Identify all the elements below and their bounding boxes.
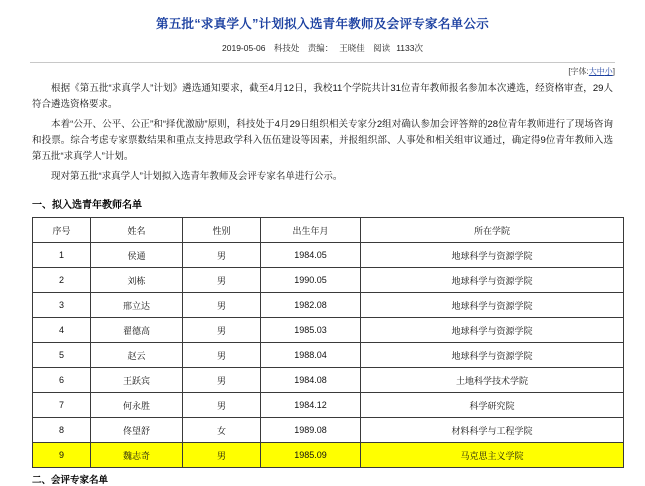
department: 科技处 — [273, 43, 300, 53]
cell-college: 地球科学与资源学院 — [361, 268, 624, 293]
cell-name: 邢立达 — [91, 293, 183, 318]
table-row — [33, 368, 624, 393]
cell-birth: 1985.09 — [261, 443, 361, 468]
trailing-heading: 二、会评专家名单 — [32, 475, 109, 486]
cell-no: 1 — [33, 243, 91, 268]
cell-college: 地球科学与资源学院 — [361, 243, 624, 268]
cell-name: 侯通 — [91, 243, 183, 268]
cell-sex: 男 — [183, 443, 261, 468]
cell-name: 魏志奇 — [91, 443, 183, 468]
table-row — [33, 268, 624, 293]
article-meta — [26, 34, 619, 56]
cell-no: 8 — [33, 418, 91, 443]
table-row — [33, 243, 624, 268]
cell-name: 翟德高 — [91, 318, 183, 343]
cell-college: 地球科学与资源学院 — [361, 293, 624, 318]
font-size-control — [26, 63, 619, 77]
cell-name: 何永胜 — [91, 393, 183, 418]
cell-sex: 男 — [183, 393, 261, 418]
table-row — [33, 293, 624, 318]
cell-name: 刘栋 — [91, 268, 183, 293]
cell-college: 地球科学与资源学院 — [361, 318, 624, 343]
table-row — [33, 318, 624, 343]
cell-college: 地球科学与资源学院 — [361, 343, 624, 368]
font-size-label: [字体: — [568, 67, 589, 76]
column-header-sex: 性别 — [183, 218, 261, 243]
cell-sex: 男 — [183, 268, 261, 293]
cell-birth: 1988.04 — [261, 343, 361, 368]
cell-name: 赵云 — [91, 343, 183, 368]
column-header-no: 序号 — [33, 218, 91, 243]
cell-sex: 男 — [183, 368, 261, 393]
table-row — [33, 343, 624, 368]
cell-no: 4 — [33, 318, 91, 343]
cell-no: 2 — [33, 268, 91, 293]
font-size-large[interactable]: 大 — [588, 67, 597, 76]
cell-birth: 1984.08 — [261, 368, 361, 393]
cell-sex: 男 — [183, 343, 261, 368]
cell-sex: 男 — [183, 318, 261, 343]
views-count: 1133次 — [396, 43, 423, 53]
column-header-college: 所在学院 — [361, 218, 624, 243]
cell-name: 王跃宾 — [91, 368, 183, 393]
publish-date: 2019-05-06 — [222, 43, 266, 53]
table-row — [33, 418, 624, 443]
cell-college: 马克思主义学院 — [361, 443, 624, 468]
cell-birth: 1982.08 — [261, 293, 361, 318]
font-size-close-bracket: ] — [612, 67, 615, 76]
table-body — [33, 243, 624, 468]
views-label: 阅读 — [373, 43, 391, 53]
font-size-medium[interactable]: 中 — [596, 67, 605, 76]
cell-birth: 1984.05 — [261, 243, 361, 268]
table-header-row — [33, 218, 624, 243]
font-size-small[interactable]: 小 — [604, 67, 613, 76]
cell-college: 土地科学技术学院 — [361, 368, 624, 393]
paragraph-3: 现对第五批“求真学人”计划拟入选青年教师及会评专家名单进行公示。 — [51, 171, 343, 182]
cell-birth: 1985.03 — [261, 318, 361, 343]
cell-sex: 男 — [183, 243, 261, 268]
cell-sex: 男 — [183, 293, 261, 318]
teacher-roster-table — [32, 217, 624, 468]
cell-birth: 1989.08 — [261, 418, 361, 443]
author-label: 责编： — [307, 43, 334, 53]
paragraph-1: 根据《第五批“求真学人”计划》遴选通知要求，截至4月12日，我校11个学院共计31位青年教师报名参加本次遴选，经资格审查，29人符合遴选资格要求。 — [32, 83, 613, 110]
cell-no: 7 — [33, 393, 91, 418]
cell-college: 科学研究院 — [361, 393, 624, 418]
cell-no: 3 — [33, 293, 91, 318]
cell-no: 9 — [33, 443, 91, 468]
cell-birth: 1984.12 — [261, 393, 361, 418]
cell-birth: 1990.05 — [261, 268, 361, 293]
cell-no: 5 — [33, 343, 91, 368]
cell-college: 材料科学与工程学院 — [361, 418, 624, 443]
column-header-name: 姓名 — [91, 218, 183, 243]
author-name: 王晓佳 — [339, 43, 365, 53]
cell-no: 6 — [33, 368, 91, 393]
cell-sex: 女 — [183, 418, 261, 443]
table-row — [33, 393, 624, 418]
section-heading: 一、拟入选青年教师名单 — [32, 200, 142, 211]
paragraph-2: 本着“公开、公平、公正”和“择优激励”原则，科技处于4月29日组织相关专家分2组对确认参加会评答辩的28位青年教师进行了现场咨询和投票。综合考虑专家票数结果和重点支持思政学科入伍伍建设等因素，并报组织部、人事处和相关组审议通过，确定得9位青年教师入选第五批“求真学人”计划。 — [32, 119, 613, 162]
column-header-birth: 出生年月 — [261, 218, 361, 243]
page-title: 第五批“求真学人”计划拟入选青年教师及会评专家名单公示 — [155, 17, 490, 31]
table-row — [33, 443, 624, 468]
cell-name: 佟望舒 — [91, 418, 183, 443]
